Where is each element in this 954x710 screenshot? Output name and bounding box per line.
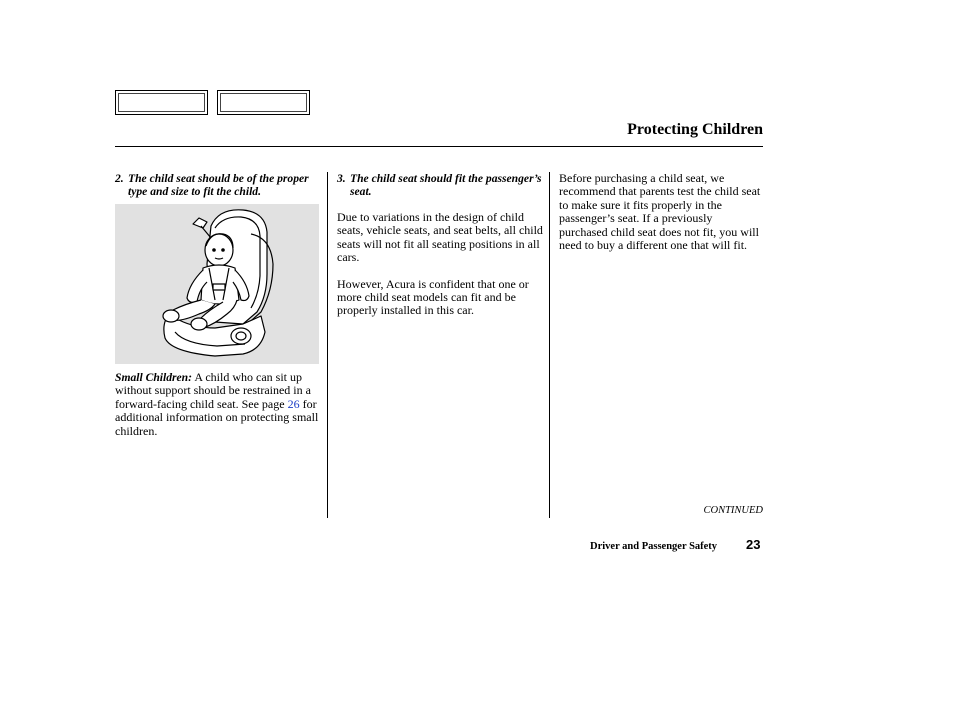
column-3: [559, 172, 763, 252]
previous-page-button[interactable]: [115, 90, 208, 115]
child-seat-figure: [115, 204, 319, 364]
small-children-paragraph: [115, 371, 325, 438]
page-number: 23: [746, 537, 761, 552]
item-heading-text: The child seat should fit the passenger’s seat.: [350, 172, 542, 198]
page-title: Protecting Children: [627, 121, 763, 138]
run-in-heading: Small Children:: [115, 371, 192, 384]
page-reference-link[interactable]: 26: [287, 396, 300, 411]
next-page-button[interactable]: [217, 90, 310, 115]
paragraph: However, Acura is confident that one or more child seat models can fit and be properly installed in this car.: [337, 276, 529, 318]
paragraph: Due to variations in the design of child seats, vehicle seats, and seat belts, all child seats will not fit all seating positions in all cars.: [337, 210, 543, 265]
item-number: 3.: [337, 172, 346, 185]
column-divider: [549, 172, 550, 518]
paragraph-text: for additional information on protecting small children.: [115, 396, 319, 438]
footer-section-title: Driver and Passenger Safety: [590, 541, 718, 552]
header-rule: [115, 146, 763, 147]
continued-label: CONTINUED: [703, 505, 763, 516]
item-3-heading: [337, 172, 545, 198]
paragraph: Before purchasing a child seat, we recommend that parents test the child seat to make sure it fits properly in the passenger’s seat. If a previously purchased child seat does not fit, you will need to buy a different one that will fit.: [559, 171, 761, 253]
item-number: 2.: [115, 172, 124, 185]
child-in-car-seat-illustration: [115, 204, 319, 364]
item-heading-text: The child seat should be of the proper type and size to fit the child.: [128, 172, 309, 198]
column-1: [115, 172, 325, 438]
column-2: [337, 172, 545, 318]
column-divider: [327, 172, 328, 518]
paragraph-text: A child who can sit up without support should be restrained in a forward-facing child seat. See page: [115, 370, 311, 411]
item-2-heading: [115, 172, 325, 198]
